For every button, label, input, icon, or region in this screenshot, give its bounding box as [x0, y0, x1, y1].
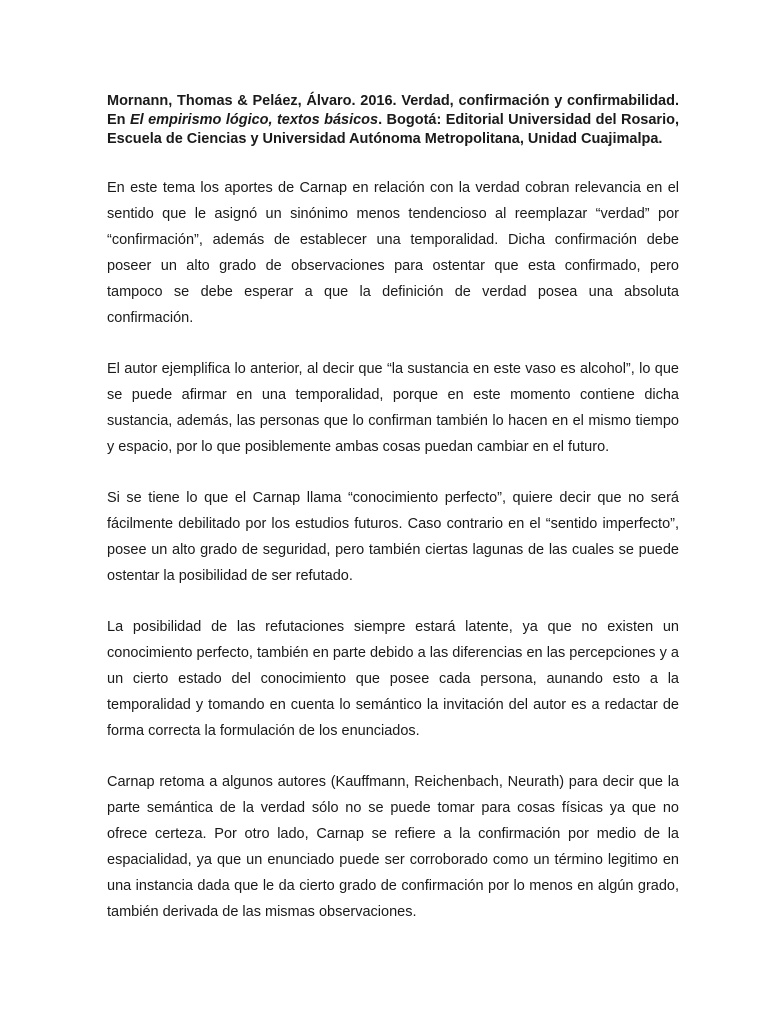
body-paragraph-3: Si se tiene lo que el Carnap llama “conocimiento perfecto”, quiere decir que no será fácilmente debilitado por los estudios futuros. Caso contrario en el “sentido imperfecto”, posee un alto grado de seguridad, pero también ciertas lagunas de las cuales se puede ostentar la posibilidad de ser refutado. — [107, 490, 679, 584]
body-paragraph-4: La posibilidad de las refutaciones siempre estará latente, ya que no existen un conocimiento perfecto, también en parte debido a las diferencias en las percepciones y a un cierto estado del conocimiento que posee cada persona, aunando esto a la temporalidad y tomando en cuenta lo semántico la invitación del autor es a redactar de forma correcta la formulación de los enunciados. — [107, 619, 679, 739]
citation-line-2-suffix: . Bogotá: Editorial Universidad del Rosario, — [378, 112, 679, 128]
citation-line-1: Mornann, Thomas & Peláez, Álvaro. 2016. Verdad, confirmación y confirmabilidad. — [107, 93, 679, 109]
body-paragraph-2: El autor ejemplifica lo anterior, al decir que “la sustancia en este vaso es alcohol”, lo que se puede afirmar en una temporalidad, porque en este momento contiene dicha sustancia, además, las personas que lo confirman también lo hacen en el mismo tiempo y espacio, por lo que posiblemente ambas cosas puedan cambiar en el futuro. — [107, 361, 679, 455]
body-paragraph-5: Carnap retoma a algunos autores (Kauffmann, Reichenbach, Neurath) para decir que la parte semántica de la verdad sólo no se puede tomar para cosas físicas ya que no ofrece certeza. Por otro lado, Carnap se refiere a la confirmación por medio de la espacialidad, ya que un enunciado puede ser corroborado como un término legitimo en una instancia dada que le da cierto grado de confirmación por lo menos en algún grado, también derivada de las mismas observaciones. — [107, 774, 679, 920]
citation-book-title: El empirismo lógico, textos básicos — [129, 112, 379, 128]
bibliographic-citation — [107, 92, 679, 149]
citation-line-2 — [107, 111, 679, 130]
body-paragraph-1: En este tema los aportes de Carnap en relación con la verdad cobran relevancia en el sentido que le asignó un sinónimo menos tendencioso al reemplazar “verdad” por “confirmación”, además de establecer una temporalidad. Dicha confirmación debe poseer un alto grado de observaciones para ostentar que esta confirmado, pero tampoco se debe esperar a que la definición de verdad posea una absoluta confirmación. — [107, 180, 679, 326]
citation-line-3: Escuela de Ciencias y Universidad Autónoma Metropolitana, Unidad Cuajimalpa. — [107, 131, 663, 147]
document-page — [107, 92, 679, 950]
citation-line-2-prefix: En — [107, 112, 130, 128]
